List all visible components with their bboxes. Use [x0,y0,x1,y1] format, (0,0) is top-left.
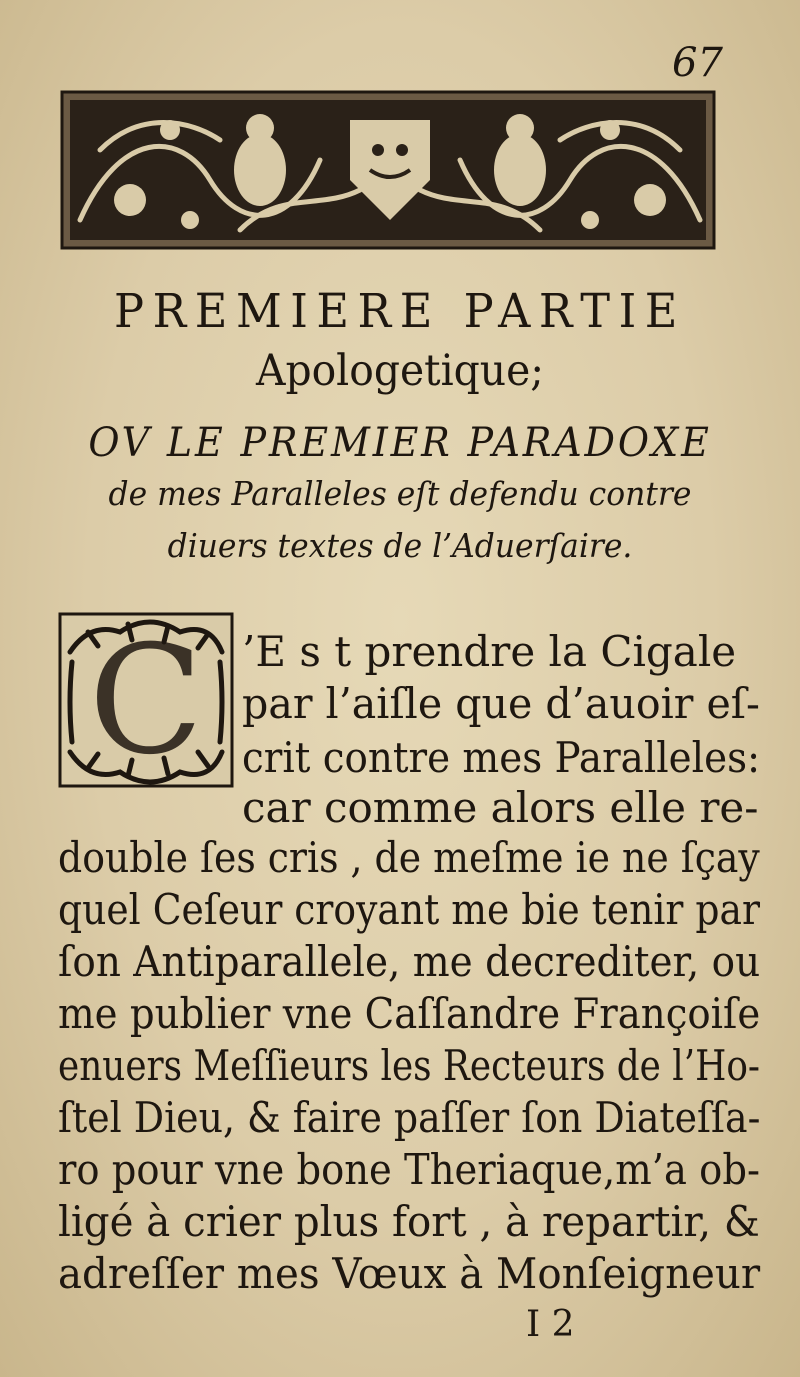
part-title: PREMIERE PARTIE [114,284,686,339]
text-line: adreſſer mes Vœux à Monſeigneur [58,1249,761,1298]
text-line: par l’aiſle que d’auoir eſ- [242,679,760,728]
part-subtitle: Apologetique; [255,346,545,396]
paradox-heading: OV LE PREMIER PARADOXE [88,420,712,466]
text-line: crit contre mes Paralleles: [242,733,761,782]
heading-description-line-2: diuers textes de l’Aduerſaire. [167,526,633,565]
decorated-initial-c [58,612,234,788]
heading-description-line-1: de mes Paralleles eſt defendu contre [108,474,692,513]
text-line: ro pour vne bone Theriaque,m’a ob- [58,1145,760,1194]
text-line: ligé à crier plus fort , à repartir, & [58,1197,760,1246]
text-line: enuers Meſſieurs les Recteurs de l’Ho- [58,1041,761,1090]
svg-text:C: C [88,614,204,788]
headpiece-ornament [60,90,716,250]
text-line: ’E s t prendre la Cigale [242,627,737,676]
text-line: double ſes cris , de meſme ie ne ſçay [58,833,760,882]
text-line: ſon Antiparallele, me decrediter, ou [58,937,761,986]
text-line: me publier vne Caſſandre Françoiſe [58,989,761,1038]
text-line: quel Ceſeur croyant me bie tenir par [58,885,760,934]
signature-mark: I 2 [526,1304,575,1345]
text-line: car comme alors elle re- [242,783,759,832]
page-number: 67 [672,40,723,86]
text-line: ſtel Dieu, & faire paſſer ſon Diateſſa- [58,1093,761,1142]
